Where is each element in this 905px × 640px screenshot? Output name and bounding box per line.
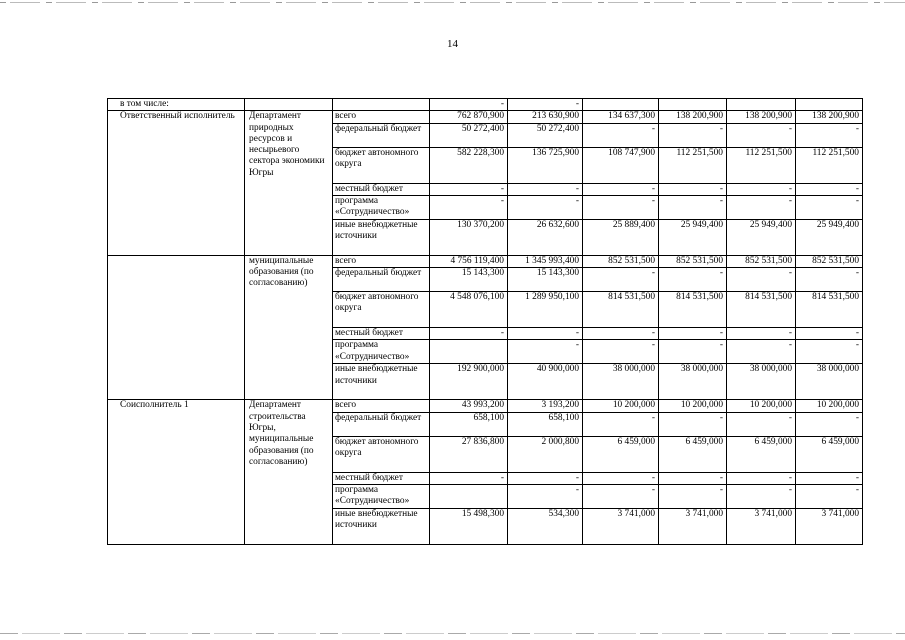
amount-cell: 130 370,200 (430, 219, 508, 255)
amount-cell: - (583, 328, 659, 340)
amount-cell: 582 228,300 (430, 147, 508, 183)
amount-cell: 40 900,000 (508, 364, 583, 400)
role-cell (108, 255, 245, 400)
subheader-label: в том числе: (108, 99, 245, 111)
table-cell (245, 99, 333, 111)
amount-cell: 2 000,800 (508, 436, 583, 472)
amount-cell: - (659, 123, 727, 147)
scan-edge-top (0, 2, 905, 3)
amount-cell: 138 200,900 (796, 111, 863, 123)
amount-cell: - (659, 183, 727, 195)
amount-cell: - (727, 472, 796, 484)
amount-cell: 762 870,900 (430, 111, 508, 123)
funding-source-cell: иные внебюджетные источники (333, 219, 430, 255)
subheader-value: - (430, 99, 508, 111)
amount-cell: - (583, 412, 659, 436)
amount-cell: 658,100 (430, 412, 508, 436)
amount-cell: 3 741,000 (659, 509, 727, 545)
amount-cell: 852 531,500 (727, 255, 796, 267)
subheader-value: - (508, 99, 583, 111)
subheader-row (108, 99, 863, 111)
funding-source-cell: федеральный бюджет (333, 123, 430, 147)
amount-cell: - (796, 485, 863, 509)
amount-cell: 136 725,900 (508, 147, 583, 183)
amount-cell: - (796, 412, 863, 436)
amount-cell: 4 756 119,400 (430, 255, 508, 267)
amount-cell: 4 548 076,100 (430, 292, 508, 328)
amount-cell: - (430, 472, 508, 484)
amount-cell: 112 251,500 (659, 147, 727, 183)
amount-cell: - (583, 472, 659, 484)
amount-cell: - (659, 328, 727, 340)
funding-source-cell: программа «Сотрудничество» (333, 340, 430, 364)
table-row (108, 400, 863, 412)
funding-source-cell: всего (333, 400, 430, 412)
amount-cell: 38 000,000 (659, 364, 727, 400)
funding-source-cell: бюджет автономного округа (333, 436, 430, 472)
amount-cell: - (583, 485, 659, 509)
amount-cell: 38 000,000 (583, 364, 659, 400)
table-row (108, 255, 863, 267)
funding-source-cell: всего (333, 111, 430, 123)
amount-cell: 3 741,000 (583, 509, 659, 545)
funding-source-cell: иные внебюджетные источники (333, 509, 430, 545)
table-cell (796, 99, 863, 111)
amount-cell: 658,100 (508, 412, 583, 436)
executor-cell: муниципальные образования (по согласованию) (245, 255, 333, 400)
table-row (108, 111, 863, 123)
amount-cell: - (508, 472, 583, 484)
amount-cell: - (508, 195, 583, 219)
executor-cell: Департамент природных ресурсов и несырьевого сектора экономики Югры (245, 111, 333, 256)
amount-cell: 138 200,900 (727, 111, 796, 123)
funding-source-cell: местный бюджет (333, 183, 430, 195)
amount-cell: - (796, 183, 863, 195)
amount-cell: - (727, 328, 796, 340)
amount-cell: - (508, 328, 583, 340)
amount-cell: 814 531,500 (796, 292, 863, 328)
amount-cell: 814 531,500 (727, 292, 796, 328)
table-cell (333, 99, 430, 111)
amount-cell: 1 289 950,100 (508, 292, 583, 328)
amount-cell: - (583, 195, 659, 219)
amount-cell: 43 993,200 (430, 400, 508, 412)
amount-cell (430, 485, 508, 509)
amount-cell: 6 459,000 (727, 436, 796, 472)
amount-cell: - (727, 183, 796, 195)
amount-cell: - (727, 268, 796, 292)
executor-cell: Департамент строительства Югры, муниципальные образования (по согласованию) (245, 400, 333, 545)
funding-source-cell: местный бюджет (333, 328, 430, 340)
amount-cell: - (583, 340, 659, 364)
amount-cell: - (508, 340, 583, 364)
amount-cell: - (796, 123, 863, 147)
amount-cell: 814 531,500 (583, 292, 659, 328)
amount-cell: - (727, 340, 796, 364)
amount-cell: 852 531,500 (583, 255, 659, 267)
funding-source-cell: федеральный бюджет (333, 412, 430, 436)
page-number: 14 (447, 38, 458, 50)
amount-cell: - (659, 268, 727, 292)
amount-cell: - (430, 183, 508, 195)
amount-cell: 108 747,900 (583, 147, 659, 183)
funding-source-cell: иные внебюджетные источники (333, 364, 430, 400)
table-cell (727, 99, 796, 111)
amount-cell: - (430, 328, 508, 340)
amount-cell: 26 632,600 (508, 219, 583, 255)
amount-cell: - (659, 412, 727, 436)
funding-source-cell: всего (333, 255, 430, 267)
amount-cell: 15 143,300 (508, 268, 583, 292)
amount-cell: 3 193,200 (508, 400, 583, 412)
amount-cell: 6 459,000 (796, 436, 863, 472)
amount-cell (430, 340, 508, 364)
amount-cell: - (796, 328, 863, 340)
amount-cell: 6 459,000 (659, 436, 727, 472)
amount-cell: - (659, 195, 727, 219)
amount-cell: - (727, 485, 796, 509)
amount-cell: 3 741,000 (796, 509, 863, 545)
funding-source-cell: бюджет автономного округа (333, 292, 430, 328)
amount-cell: 10 200,000 (796, 400, 863, 412)
amount-cell: - (727, 412, 796, 436)
amount-cell: - (508, 485, 583, 509)
budget-table (107, 98, 863, 545)
amount-cell: 27 836,800 (430, 436, 508, 472)
role-cell: Соисполнитель 1 (108, 400, 245, 545)
funding-source-cell: бюджет автономного округа (333, 147, 430, 183)
amount-cell: - (583, 268, 659, 292)
amount-cell: - (796, 268, 863, 292)
amount-cell: - (659, 485, 727, 509)
amount-cell: - (583, 123, 659, 147)
amount-cell: - (583, 183, 659, 195)
table-body (108, 99, 863, 545)
amount-cell: 1 345 993,400 (508, 255, 583, 267)
amount-cell: 10 200,000 (583, 400, 659, 412)
table-cell (659, 99, 727, 111)
amount-cell: 50 272,400 (430, 123, 508, 147)
amount-cell: - (796, 472, 863, 484)
table-cell (583, 99, 659, 111)
amount-cell: - (727, 195, 796, 219)
amount-cell: 534,300 (508, 509, 583, 545)
amount-cell: - (508, 183, 583, 195)
amount-cell: 38 000,000 (727, 364, 796, 400)
amount-cell: 814 531,500 (659, 292, 727, 328)
role-cell: Ответственный исполнитель (108, 111, 245, 256)
amount-cell: 213 630,900 (508, 111, 583, 123)
amount-cell: 852 531,500 (659, 255, 727, 267)
amount-cell: 25 949,400 (796, 219, 863, 255)
amount-cell: 10 200,000 (727, 400, 796, 412)
amount-cell: - (659, 340, 727, 364)
amount-cell: 138 200,900 (659, 111, 727, 123)
amount-cell: - (430, 195, 508, 219)
amount-cell: 112 251,500 (727, 147, 796, 183)
amount-cell: 852 531,500 (796, 255, 863, 267)
amount-cell: 134 637,300 (583, 111, 659, 123)
funding-source-cell: программа «Сотрудничество» (333, 195, 430, 219)
amount-cell: 25 949,400 (727, 219, 796, 255)
amount-cell: 15 498,300 (430, 509, 508, 545)
funding-source-cell: программа «Сотрудничество» (333, 485, 430, 509)
amount-cell: 50 272,400 (508, 123, 583, 147)
amount-cell: 3 741,000 (727, 509, 796, 545)
amount-cell: 25 949,400 (659, 219, 727, 255)
amount-cell: 112 251,500 (796, 147, 863, 183)
funding-source-cell: федеральный бюджет (333, 268, 430, 292)
scan-edge-bottom (0, 633, 905, 634)
amount-cell: 38 000,000 (796, 364, 863, 400)
amount-cell: - (659, 472, 727, 484)
amount-cell: 25 889,400 (583, 219, 659, 255)
amount-cell: 192 900,000 (430, 364, 508, 400)
amount-cell: 15 143,300 (430, 268, 508, 292)
amount-cell: 6 459,000 (583, 436, 659, 472)
funding-source-cell: местный бюджет (333, 472, 430, 484)
amount-cell: - (796, 195, 863, 219)
amount-cell: 10 200,000 (659, 400, 727, 412)
amount-cell: - (796, 340, 863, 364)
amount-cell: - (727, 123, 796, 147)
